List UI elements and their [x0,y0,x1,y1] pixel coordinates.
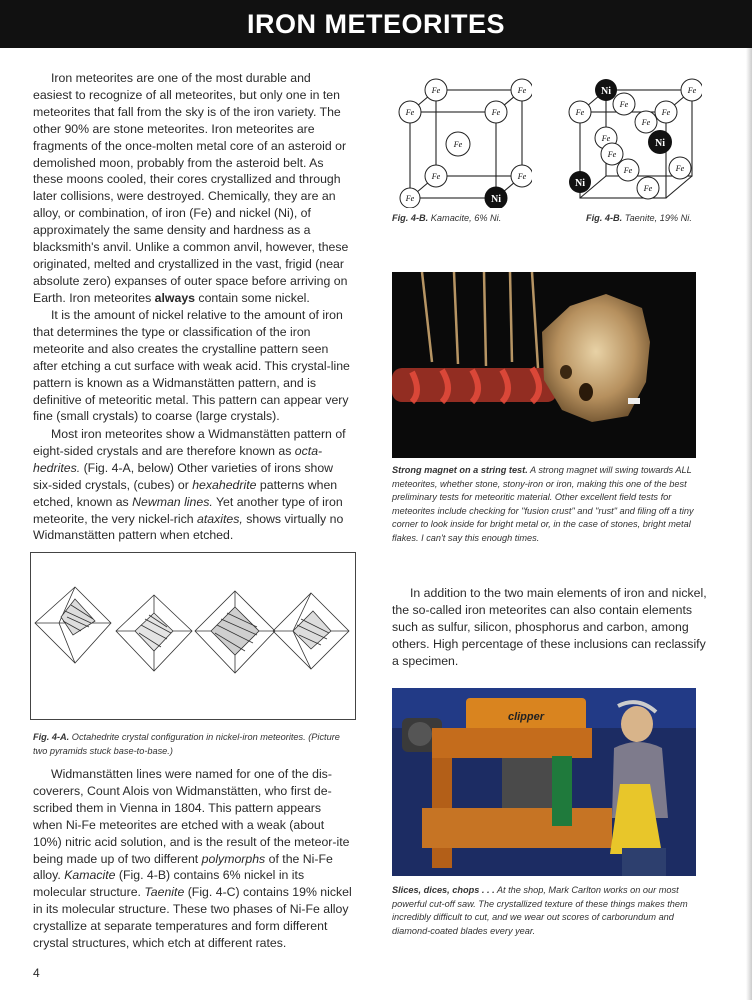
italic-text: Taenite [144,885,185,900]
magnet-test-photo [392,272,696,458]
text-run: contain some nickel. [195,290,310,305]
ni-atom-label: Ni [575,178,585,189]
page-number: 4 [33,966,40,980]
fe-atom-label: Fe [623,166,633,175]
saw-photo [392,688,696,876]
fe-atom-label: Fe [405,108,415,117]
page-edge-shadow [746,48,752,1000]
caption-text: Octahedrite crystal configuration in nickel-iron meteorites. (Picture two pyramids stuck base-to-base.) [33,732,340,756]
italic-text: Kamacite [64,868,116,883]
fe-atom-label: Fe [453,140,463,149]
magnet-test-caption [392,464,708,545]
paragraph-intro [33,70,353,307]
figure-4b-kamacite-lattice [392,78,532,208]
caption-text: At the shop, Mark Carlton works on our most powerful cut-off saw. The crystallized texture of these things makes them incredibly difficult to cut, and we wear out scores of carborundum and diamond-coated blades every year. [392,885,688,936]
text-run: Widmanstätten lines were named for one of the dis-coverers, Count Alois von Widmanstätten, who first de-scribed them in Vienna in 1804. This pattern appears when Ni-Fe meteorites are etched with a weak (about 10%) nitric acid solution, and is the result of the meteor-ite being made up of two different [33,767,350,866]
caption-label: Strong magnet on a string test. [392,465,528,475]
fe-atom-label: Fe [517,86,527,95]
italic-text: hexahedrite [192,477,257,492]
caption-text: Taenite, 19% Ni. [622,213,692,223]
text-run: (Fig. 4-C) contains 19% nickel in its molecular structure. These two phases of Ni-Fe alloy crystallize at separate temperatures and form different crystal structures, which etch at different rates. [33,885,352,951]
bold-text: always [154,290,195,305]
italic-text: Newman lines. [132,494,213,509]
fe-atom-label: Fe [675,164,685,173]
fe-atom-label: Fe [643,184,653,193]
figure-4b-caption [392,212,542,226]
fe-atom-label: Fe [491,108,501,117]
caption-label: Slices, dices, chops . . . [392,885,495,895]
caption-label: Fig. 4-B. [392,213,429,223]
magnet-photo-illustration [392,272,696,458]
text-run: Yet another type of iron meteorite, the very nickel-rich [33,494,343,526]
italic-text: ataxites, [197,511,243,526]
page-title: IRON METEORITES [246,8,505,39]
fe-atom-label: Fe [575,108,585,117]
caption-label: Fig. 4-A. [33,732,70,742]
text-run: patterns when etched, known as [33,477,338,509]
caption-text: A strong magnet will swing towards ALL meteorites, whether stone, stony-iron or iron, making this one of the best preliminary tests for meteoritic material. Other excellent field tests for meteorites include checking for "fusion crust" and "rust" and filing off a tiny corner to look inside for bright metal or, in the case of stones, bright metal flakes. I can't say this enough times. [392,465,694,543]
saw-caption [392,884,708,938]
saw-photo-illustration [392,688,696,876]
text-run: (Fig. 4-A, below) Other varieties of irons show six-sided crystals, (cubes) or [33,460,334,492]
text-run: (Fig. 4-B) contains 6% nickel in its molecular structure. [33,868,305,900]
fe-atom-label: Fe [517,172,527,181]
text-run: Iron meteorites are one of the most durable and easiest to recognize of all meteorites, but only one in ten meteorites that fall from the sky is of the iron variety. The other 90% are stone meteorites. Iron meteorites are fragments of the once-molten metal core of an asteroid or demolished moon, probably from the asteroid belt. As these moons cooled, their cores crystallized and through later collisions, were destroyed. Chemically, they are an alloy, or combination, of iron (Fe) and nickel (Ni), of approximately the same density and hardness as a blacksmith's anvil. Unlike a common anvil, however, these originated, melted and crystallized in the vast, frigid (near absolute zero) expanses of outer space before arriving on Earth. Iron meteorites [33,71,349,305]
fe-atom-label: Fe [687,86,697,95]
fe-atom-label: Fe [601,134,611,143]
fe-atom-label: Fe [405,194,415,203]
caption-text: Kamacite, 6% Ni. [428,213,502,223]
ni-atom-label: Ni [655,138,665,149]
figure-4a-octahedrites [30,552,356,720]
paragraph-octahedrites [33,426,353,544]
saw-brand-label: clipper [507,711,545,723]
fe-atom-label: Fe [661,108,671,117]
italic-text: polymorphs [201,851,266,866]
paragraph-widmanstatten [33,766,353,952]
caption-label: Fig. 4-B. [586,213,623,223]
fe-atom-label: Fe [607,150,617,159]
fe-atom-label: Fe [641,118,651,127]
title-bar [0,0,752,48]
text-run: Most iron meteorites show a Widmanstätten pattern of eight-sided crystals and are therefore known as [33,427,346,458]
ni-atom-label: Ni [601,86,611,97]
text-run: shows virtually no Widmanstätten pattern when etched. [33,511,344,543]
ni-atom-label: Ni [491,194,501,205]
fe-atom-label: Fe [431,172,441,181]
italic-text: octa-hedrites. [33,443,323,475]
paragraph-inclusions: In addition to the two main elements of iron and nickel, the so-called iron meteorites can also contain elements such as sulfur, silicon, phosphorus and carbon, among others. High percentage of these inclusions can reclassify a specimen. [392,586,707,668]
figure-4c-taenite-lattice [562,78,702,208]
paragraph-nickel: It is the amount of nickel relative to the amount of iron that determines the type or classification of the iron meteorite and also creates the crystalline pattern seen after etching a cut surface with weak acid. This crystal-line pattern is known as a Widmanstätten pattern, and is definitive of meteoritic metal. This pattern can appear very fine (small crystals) to coarse (large crystals). [33,308,350,424]
octahedron-illustration [31,553,355,719]
text-run: of the Ni-Fe alloy. [33,851,333,883]
figure-4a-caption [33,731,353,758]
fe-atom-label: Fe [619,100,629,109]
figure-4c-caption [586,212,716,226]
fe-atom-label: Fe [431,86,441,95]
